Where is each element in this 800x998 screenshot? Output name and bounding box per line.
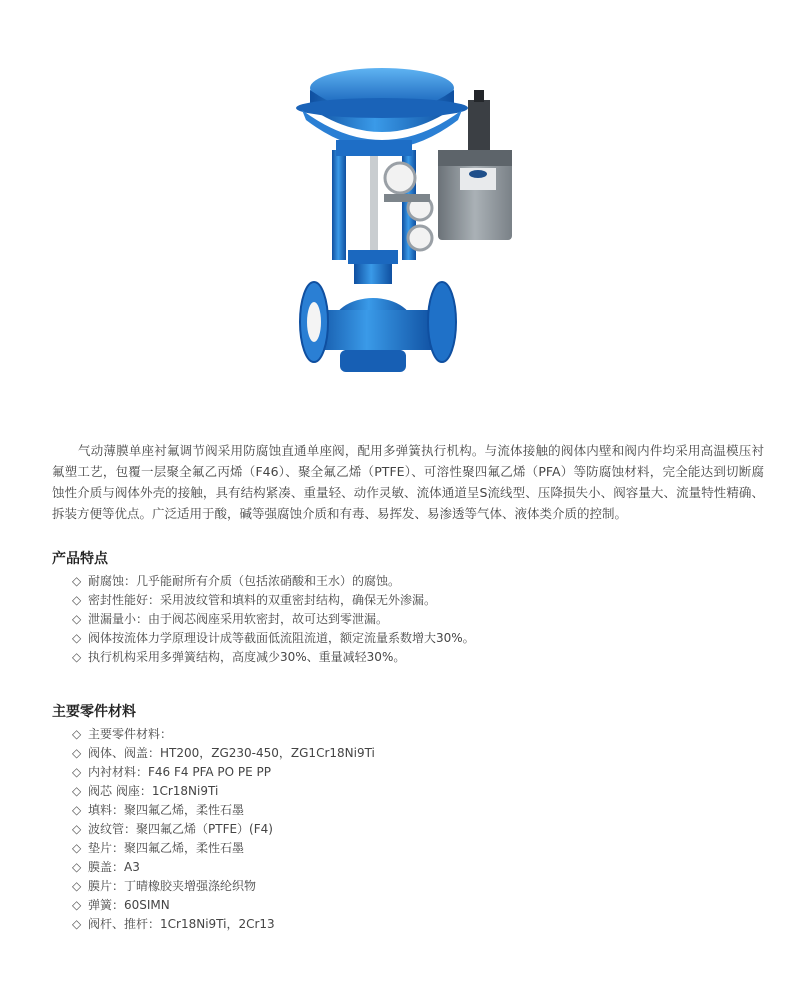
diamond-bullet-icon: ◇ (72, 593, 82, 607)
diamond-bullet-icon: ◇ (72, 803, 82, 817)
diamond-bullet-icon: ◇ (72, 574, 82, 588)
diamond-bullet-icon: ◇ (72, 746, 82, 760)
list-item: ◇ 阀体、阀盖：HT200，ZG230-450，ZG1Cr18Ni9Ti (72, 744, 375, 763)
diamond-bullet-icon: ◇ (72, 917, 82, 931)
list-item: ◇ 填料：聚四氟乙烯，柔性石墨 (72, 801, 375, 820)
diamond-bullet-icon: ◇ (72, 841, 82, 855)
product-description (52, 440, 764, 524)
list-item: ◇ 阀杆、推杆：1Cr18Ni9Ti，2Cr13 (72, 915, 375, 934)
materials-list (72, 725, 375, 934)
list-item: ◇ 主要零件材料： (72, 725, 375, 744)
diamond-bullet-icon: ◇ (72, 898, 82, 912)
diamond-bullet-icon: ◇ (72, 860, 82, 874)
diamond-bullet-icon: ◇ (72, 879, 82, 893)
list-item: ◇ 弹簧：60SIMN (72, 896, 375, 915)
diamond-bullet-icon: ◇ (72, 612, 82, 626)
intro-text: 气动薄膜单座衬氟调节阀采用防腐蚀直通单座阀，配用多弹簧执行机构。与流体接触的阀体内壁和阀内件均采用高温模压衬氟塑工艺，包覆一层聚全氟乙丙烯（F46）、聚全氟乙烯（PTFE）、可溶性聚四氟乙烯（PFA）等防腐蚀材料，完全能达到切断腐蚀性介质与阀体外壳的接触，具有结构紧凑、重量轻、动作灵敏、流体通道呈S流线型、压降损失小、阀容量大、流量特性精确、拆装方便等优点。广泛适用于酸，碱等强腐蚀介质和有毒、易挥发、易渗透等气体、液体类介质的控制。 (52, 443, 764, 521)
list-item: ◇ 阀体按流体力学原理设计成等截面低流阻流道，额定流量系数增大30%。 (72, 629, 475, 648)
list-item: ◇ 内衬材料：F46 F4 PFA PO PE PP (72, 763, 375, 782)
diamond-bullet-icon: ◇ (72, 784, 82, 798)
list-item: ◇ 耐腐蚀：几乎能耐所有介质（包括浓硝酸和王水）的腐蚀。 (72, 572, 475, 591)
list-item: ◇ 密封性能好：采用波纹管和填料的双重密封结构，确保无外渗漏。 (72, 591, 475, 610)
list-item: ◇ 膜片：丁晴橡胶夹增强涤纶织物 (72, 877, 375, 896)
list-item: ◇ 执行机构采用多弹簧结构，高度减少30%、重量减轻30%。 (72, 648, 475, 667)
list-item: ◇ 垫片：聚四氟乙烯，柔性石墨 (72, 839, 375, 858)
diamond-bullet-icon: ◇ (72, 727, 82, 741)
features-list (72, 572, 475, 667)
list-item: ◇ 波纹管：聚四氟乙烯（PTFE）(F4) (72, 820, 375, 839)
list-item: ◇ 膜盖：A3 (72, 858, 375, 877)
diamond-bullet-icon: ◇ (72, 631, 82, 645)
valve-product-image (270, 60, 530, 390)
list-item: ◇ 泄漏量小：由于阀芯阀座采用软密封，故可达到零泄漏。 (72, 610, 475, 629)
diamond-bullet-icon: ◇ (72, 822, 82, 836)
diamond-bullet-icon: ◇ (72, 650, 82, 664)
list-item: ◇ 阀芯 阀座：1Cr18Ni9Ti (72, 782, 375, 801)
materials-title: 主要零件材料 (52, 704, 136, 720)
features-title: 产品特点 (52, 551, 108, 567)
diamond-bullet-icon: ◇ (72, 765, 82, 779)
